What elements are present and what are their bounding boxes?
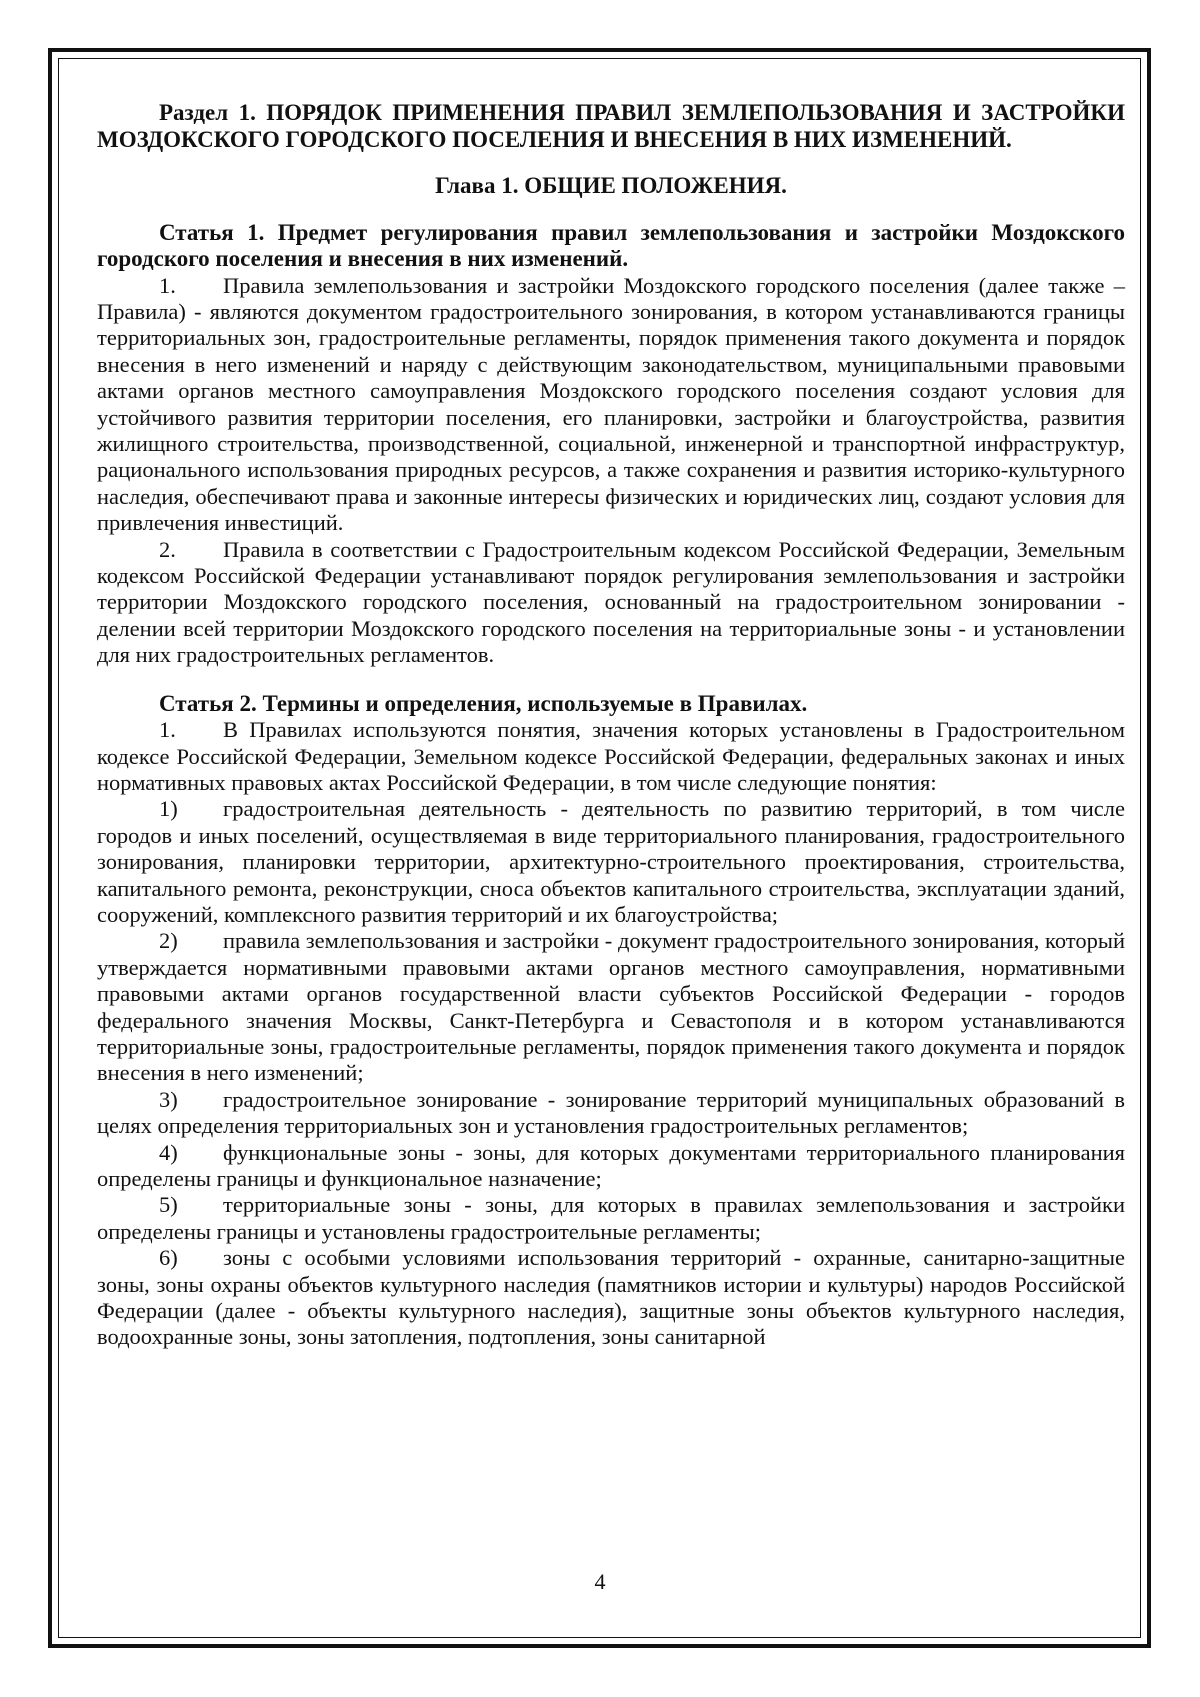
document-body — [97, 100, 1125, 1351]
term-number: 1) — [159, 796, 178, 822]
term-text: градостроительная деятельность - деятельность по развитию территорий, в том числе городов и иных поселений, осуществляемая в виде территориального планирования, градостроительного зонирования, планировки территории, архитектурно-строительного проектирования, строительства, капитального ремонта, реконструкции, сноса объектов капитального строительства, эксплуатации зданий, сооружений, комплексного развития территорий и их благоустройства; — [97, 796, 1125, 927]
term-item — [97, 796, 1125, 928]
paragraph-number: 1. — [159, 272, 176, 298]
article-1-paragraph-2 — [97, 537, 1125, 669]
article-1-paragraph-1 — [97, 273, 1125, 537]
article-2-title: Статья 2. Термины и определения, используемые в Правилах. — [159, 690, 808, 716]
term-text: территориальные зоны - зоны, для которых в правилах землепользования и застройки определены границы и установлены градостроительные регламенты; — [97, 1192, 1125, 1244]
term-item — [97, 1192, 1125, 1245]
term-text: градостроительное зонирование - зонирование территорий муниципальных образований в целях определения территориальных зон и установления градостроительных регламентов; — [97, 1086, 1125, 1139]
term-number: 2) — [159, 928, 178, 954]
term-text: зоны с особыми условиями использования территорий - охранные, санитарно-защитные зоны, зоны охраны объектов культурного наследия (памятников истории и культуры) народов Российской Федерации (далее - объекты культурного наследия), защитные зоны объектов культурного наследия, водоохранные зоны, зоны затопления, подтопления, зоны санитарной — [97, 1245, 1125, 1350]
section-number: 1. — [238, 100, 256, 125]
article-1-title: Статья 1. Предмет регулирования правил землепользования и застройки Моздокского городского поселения и внесения в них изменений. — [97, 219, 1125, 271]
term-item — [97, 1245, 1125, 1351]
section-title: ПОРЯДОК ПРИМЕНЕНИЯ ПРАВИЛ ЗЕМЛЕПОЛЬЗОВАНИЯ И ЗАСТРОЙКИ МОЗДОКСКОГО ГОРОДСКОГО ПОСЕЛЕНИЯ И ВНЕСЕНИЯ В НИХ ИЗМЕНЕНИЙ. — [97, 100, 1125, 152]
paragraph-text: Правила в соответствии с Градостроительным кодексом Российской Федерации, Земельным кодексом Российской Федерации устанавливают порядок регулирования землепользования и застройки территории Моздокского городского поселения, основанный на градостроительном зонировании - делении всей территории Моздокского городского поселения на территориальные зоны - и установлении для них градостроительных регламентов. — [97, 536, 1125, 668]
article-2-paragraph-1 — [97, 717, 1125, 796]
term-number: 4) — [159, 1139, 178, 1165]
term-item — [97, 928, 1125, 1086]
term-item — [97, 1087, 1125, 1140]
paragraph-number: 2. — [159, 536, 176, 562]
term-number: 5) — [159, 1192, 178, 1218]
term-number: 6) — [159, 1245, 178, 1271]
term-number: 3) — [159, 1086, 178, 1112]
term-text: функциональные зоны - зоны, для которых документами территориального планирования определены границы и функциональное назначение; — [97, 1139, 1125, 1191]
paragraph-number: 1. — [159, 717, 176, 743]
section-heading — [97, 100, 1125, 153]
term-text: правила землепользования и застройки - документ градостроительного зонирования, который утверждается нормативными правовыми актами органов местного самоуправления, нормативными правовыми актами органов государственной власти субъектов Российской Федерации - городов федерального значения Москвы, Санкт-Петербурга и Севастополя и в котором устанавливаются территориальные зоны, градостроительные регламенты, порядок применения такого документа и порядок внесения в него изменений; — [97, 928, 1125, 1086]
term-item — [97, 1140, 1125, 1193]
section-label: Раздел — [159, 100, 229, 125]
page-number: 4 — [594, 1569, 606, 1594]
paragraph-text: В Правилах используются понятия, значения которых установлены в Градостроительном кодексе Российской Федерации, Земельном кодексе Российской Федерации, федеральных законах и иных нормативных правовых актах Российской Федерации, в том числе следующие понятия: — [97, 717, 1125, 795]
paragraph-text: Правила землепользования и застройки Моздокского городского поселения (далее также – Правила) - являются документом градостроительного зонирования, в котором устанавливаются границы территориальных зон, градостроительные регламенты, порядок применения такого документа и порядок внесения в него изменений и наряду с действующим законодательством, муниципальными правовыми актами органов местного самоуправления Моздокского городского поселения создают условия для устойчивого развития территории поселения, его планировки, застройки и благоустройства, развития жилищного строительства, производственной, социальной, инженерной и транспортной инфраструктур, рационального использования природных ресурсов, а также сохранения и развития историко-культурного наследия, обеспечивают права и законные интересы физических и юридических лиц, создают условия для привлечения инвестиций. — [97, 272, 1125, 536]
chapter-title: Глава 1. ОБЩИЕ ПОЛОЖЕНИЯ. — [435, 173, 787, 198]
